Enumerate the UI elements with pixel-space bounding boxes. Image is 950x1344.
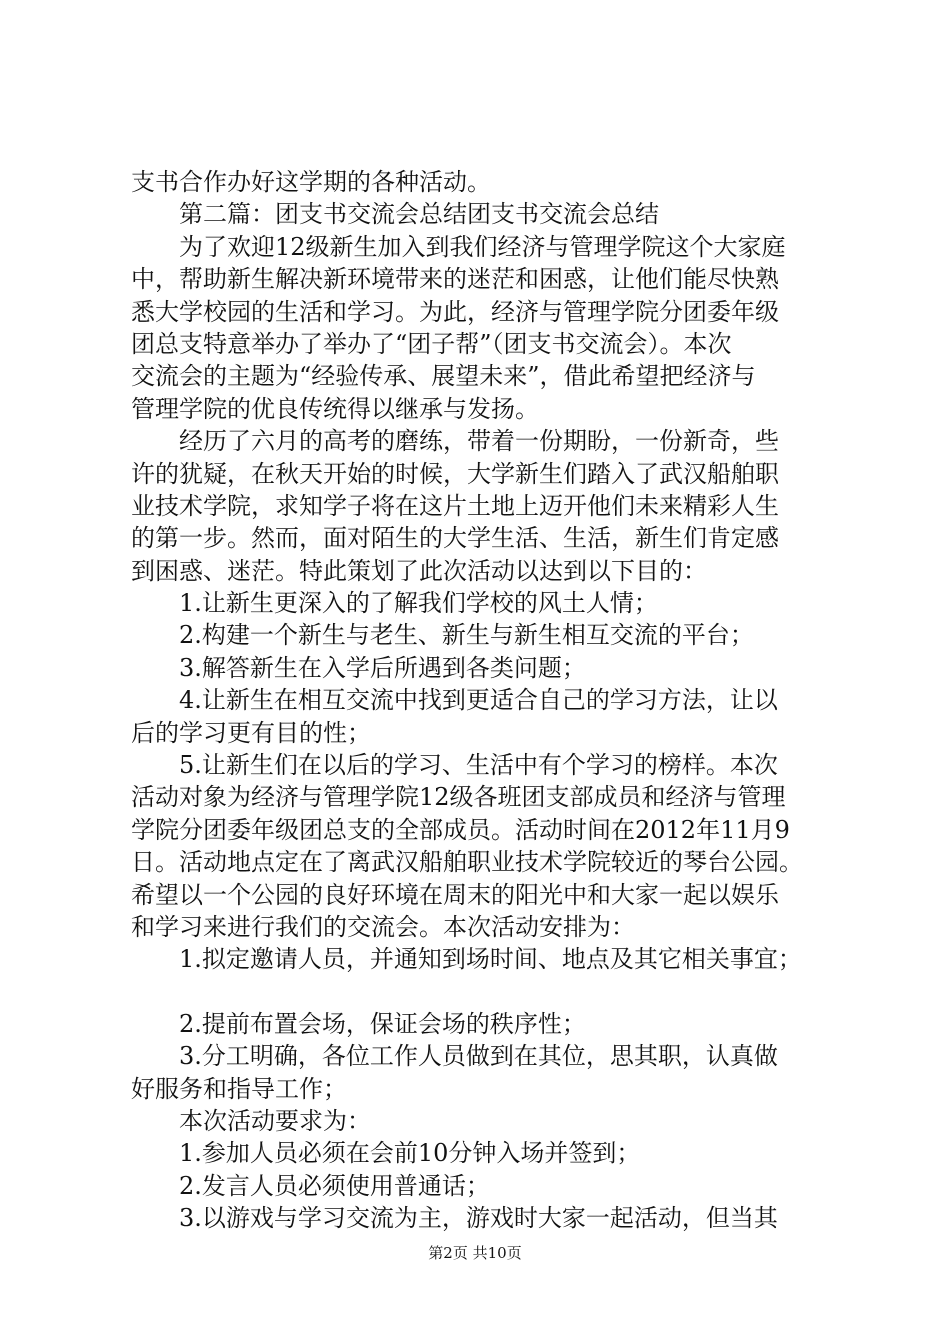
document-body bbox=[131, 166, 846, 1235]
section-heading: 第二篇：团支书交流会总结团支书交流会总结 bbox=[179, 200, 659, 229]
list-item: 2.提前布置会场，保证会场的秩序性； bbox=[179, 1009, 586, 1038]
list-item: 3.分工明确，各位工作人员做到在其位，思其职，认真做 bbox=[179, 1042, 778, 1071]
text-line: 日。活动地点定在了离武汉船舶职业技术学院较近的琴台公园。 bbox=[131, 848, 803, 877]
list-item: 3.解答新生在入学后所遇到各类问题； bbox=[179, 653, 586, 682]
list-item: 1.让新生更深入的了解我们学校的风土人情； bbox=[179, 589, 658, 618]
text-line: 支书合作办好这学期的各种活动。 bbox=[131, 168, 491, 196]
text-line: 许的犹疑，在秋天开始的时候，大学新生们踏入了武汉船舶职 bbox=[131, 459, 779, 488]
text-line: 业技术学院，求知学子将在这片土地上迈开他们未来精彩人生 bbox=[131, 491, 779, 520]
text-line: 交流会的主题为“经验传承、展望未来”，借此希望把经济与 bbox=[131, 362, 756, 391]
text-line: 为了欢迎12级新生加入到我们经济与管理学院这个大家庭 bbox=[179, 232, 786, 261]
text-line: 后的学习更有目的性； bbox=[131, 718, 371, 747]
list-item: 5.让新生们在以后的学习、生活中有个学习的榜样。本次 bbox=[179, 751, 778, 780]
list-item: 2.发言人员必须使用普通话； bbox=[179, 1171, 490, 1200]
text-line: 本次活动要求为： bbox=[179, 1106, 371, 1135]
text-line: 团总支特意举办了举办了“团子帮”（团支书交流会）。本次 bbox=[131, 329, 732, 358]
text-line: 希望以一个公园的良好环境在周末的阳光中和大家一起以娱乐 bbox=[131, 880, 779, 909]
blank-line bbox=[131, 976, 846, 1008]
list-item: 2.构建一个新生与老生、新生与新生相互交流的平台； bbox=[179, 621, 754, 650]
text-line: 管理学院的优良传统得以继承与发扬。 bbox=[131, 394, 539, 423]
text-line: 和学习来进行我们的交流会。本次活动安排为： bbox=[131, 912, 635, 941]
list-item: 1.拟定邀请人员，并通知到场时间、地点及其它相关事宜； bbox=[179, 945, 802, 974]
text-line: 好服务和指导工作； bbox=[131, 1074, 347, 1103]
text-line: 的第一步。然而，面对陌生的大学生活、生活，新生们肯定感 bbox=[131, 524, 779, 553]
list-item: 4.让新生在相互交流中找到更适合自己的学习方法，让以 bbox=[179, 686, 778, 715]
list-item: 1.参加人员必须在会前10分钟入场并签到； bbox=[179, 1139, 641, 1168]
list-item: 3.以游戏与学习交流为主，游戏时大家一起活动，但当其 bbox=[179, 1204, 778, 1233]
page-number: 第2页 共10页 bbox=[428, 1244, 522, 1262]
page-footer bbox=[0, 1242, 950, 1263]
text-line: 经历了六月的高考的磨练，带着一份期盼，一份新奇，些 bbox=[179, 427, 779, 456]
text-line: 学院分团委年级团总支的全部成员。活动时间在2012年11月9 bbox=[131, 815, 790, 844]
text-line: 悉大学校园的生活和学习。为此，经济与管理学院分团委年级 bbox=[131, 297, 779, 326]
text-line: 中，帮助新生解决新环境带来的迷茫和困惑，让他们能尽快熟 bbox=[131, 265, 779, 294]
text-line: 活动对象为经济与管理学院12级各班团支部成员和经济与管理 bbox=[131, 783, 786, 812]
text-line: 到困惑、迷茫。特此策划了此次活动以达到以下目的： bbox=[131, 556, 707, 585]
